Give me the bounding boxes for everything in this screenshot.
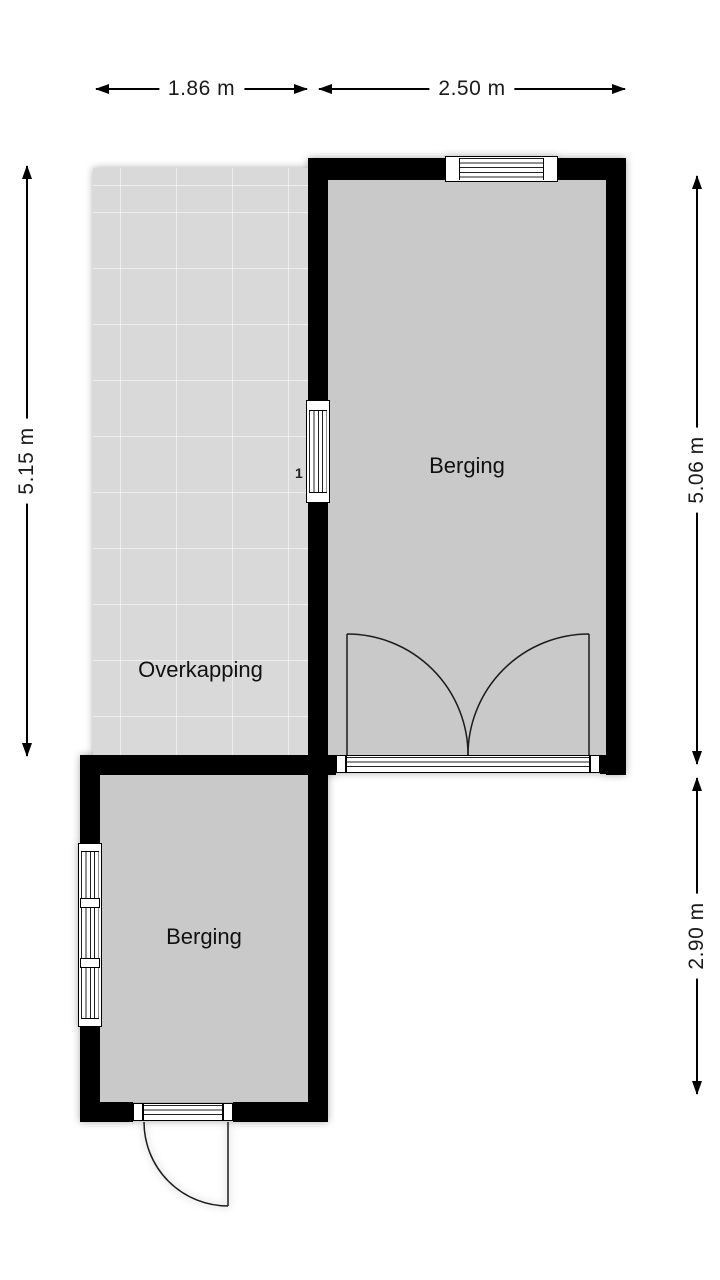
window-glazing [309, 410, 327, 493]
dimension-label: 5.15 m [15, 418, 39, 503]
wall-right [606, 158, 626, 775]
sill-lines [144, 1105, 222, 1119]
wall-left-shared [308, 503, 328, 1122]
door-sill [143, 1103, 223, 1121]
dimension-label: 5.06 m [685, 427, 709, 512]
door-post-left [133, 1103, 143, 1121]
window-glazing [81, 851, 99, 1019]
window-left [306, 400, 330, 503]
room-label-berging-bottom: Berging [166, 924, 242, 949]
door-post-left [336, 755, 346, 773]
entry-door-arc [144, 1122, 228, 1206]
dimension-label: 1.86 m [159, 77, 244, 101]
wall-top-left-segment [308, 158, 445, 180]
wall-small-left-upper [80, 755, 100, 843]
dimension-label: 2.90 m [685, 893, 709, 978]
sill-lines [347, 757, 589, 771]
door-post-right [223, 1103, 233, 1121]
wall-small-top [80, 755, 336, 775]
window-glazing [459, 158, 544, 180]
berging-bottom-room [100, 775, 308, 1102]
window-divider [80, 958, 100, 968]
overkapping-area [93, 168, 308, 755]
window-divider [80, 898, 100, 908]
berging-top-room [328, 180, 606, 755]
door-post-right [590, 755, 600, 773]
window-top [445, 156, 558, 182]
room-label-overkapping: Overkapping [138, 657, 263, 682]
room-label-berging-top: Berging [429, 453, 505, 478]
wall-left-upper [308, 158, 328, 400]
dimension-label: 2.50 m [429, 77, 514, 101]
wall-small-bottom-right [233, 1102, 328, 1122]
wall-stub-bottom-right [600, 755, 626, 774]
marker-label: 1 [295, 465, 303, 481]
wall-small-bottom-left [80, 1102, 133, 1122]
double-door-sill [346, 755, 590, 773]
window-small-left [78, 843, 102, 1027]
